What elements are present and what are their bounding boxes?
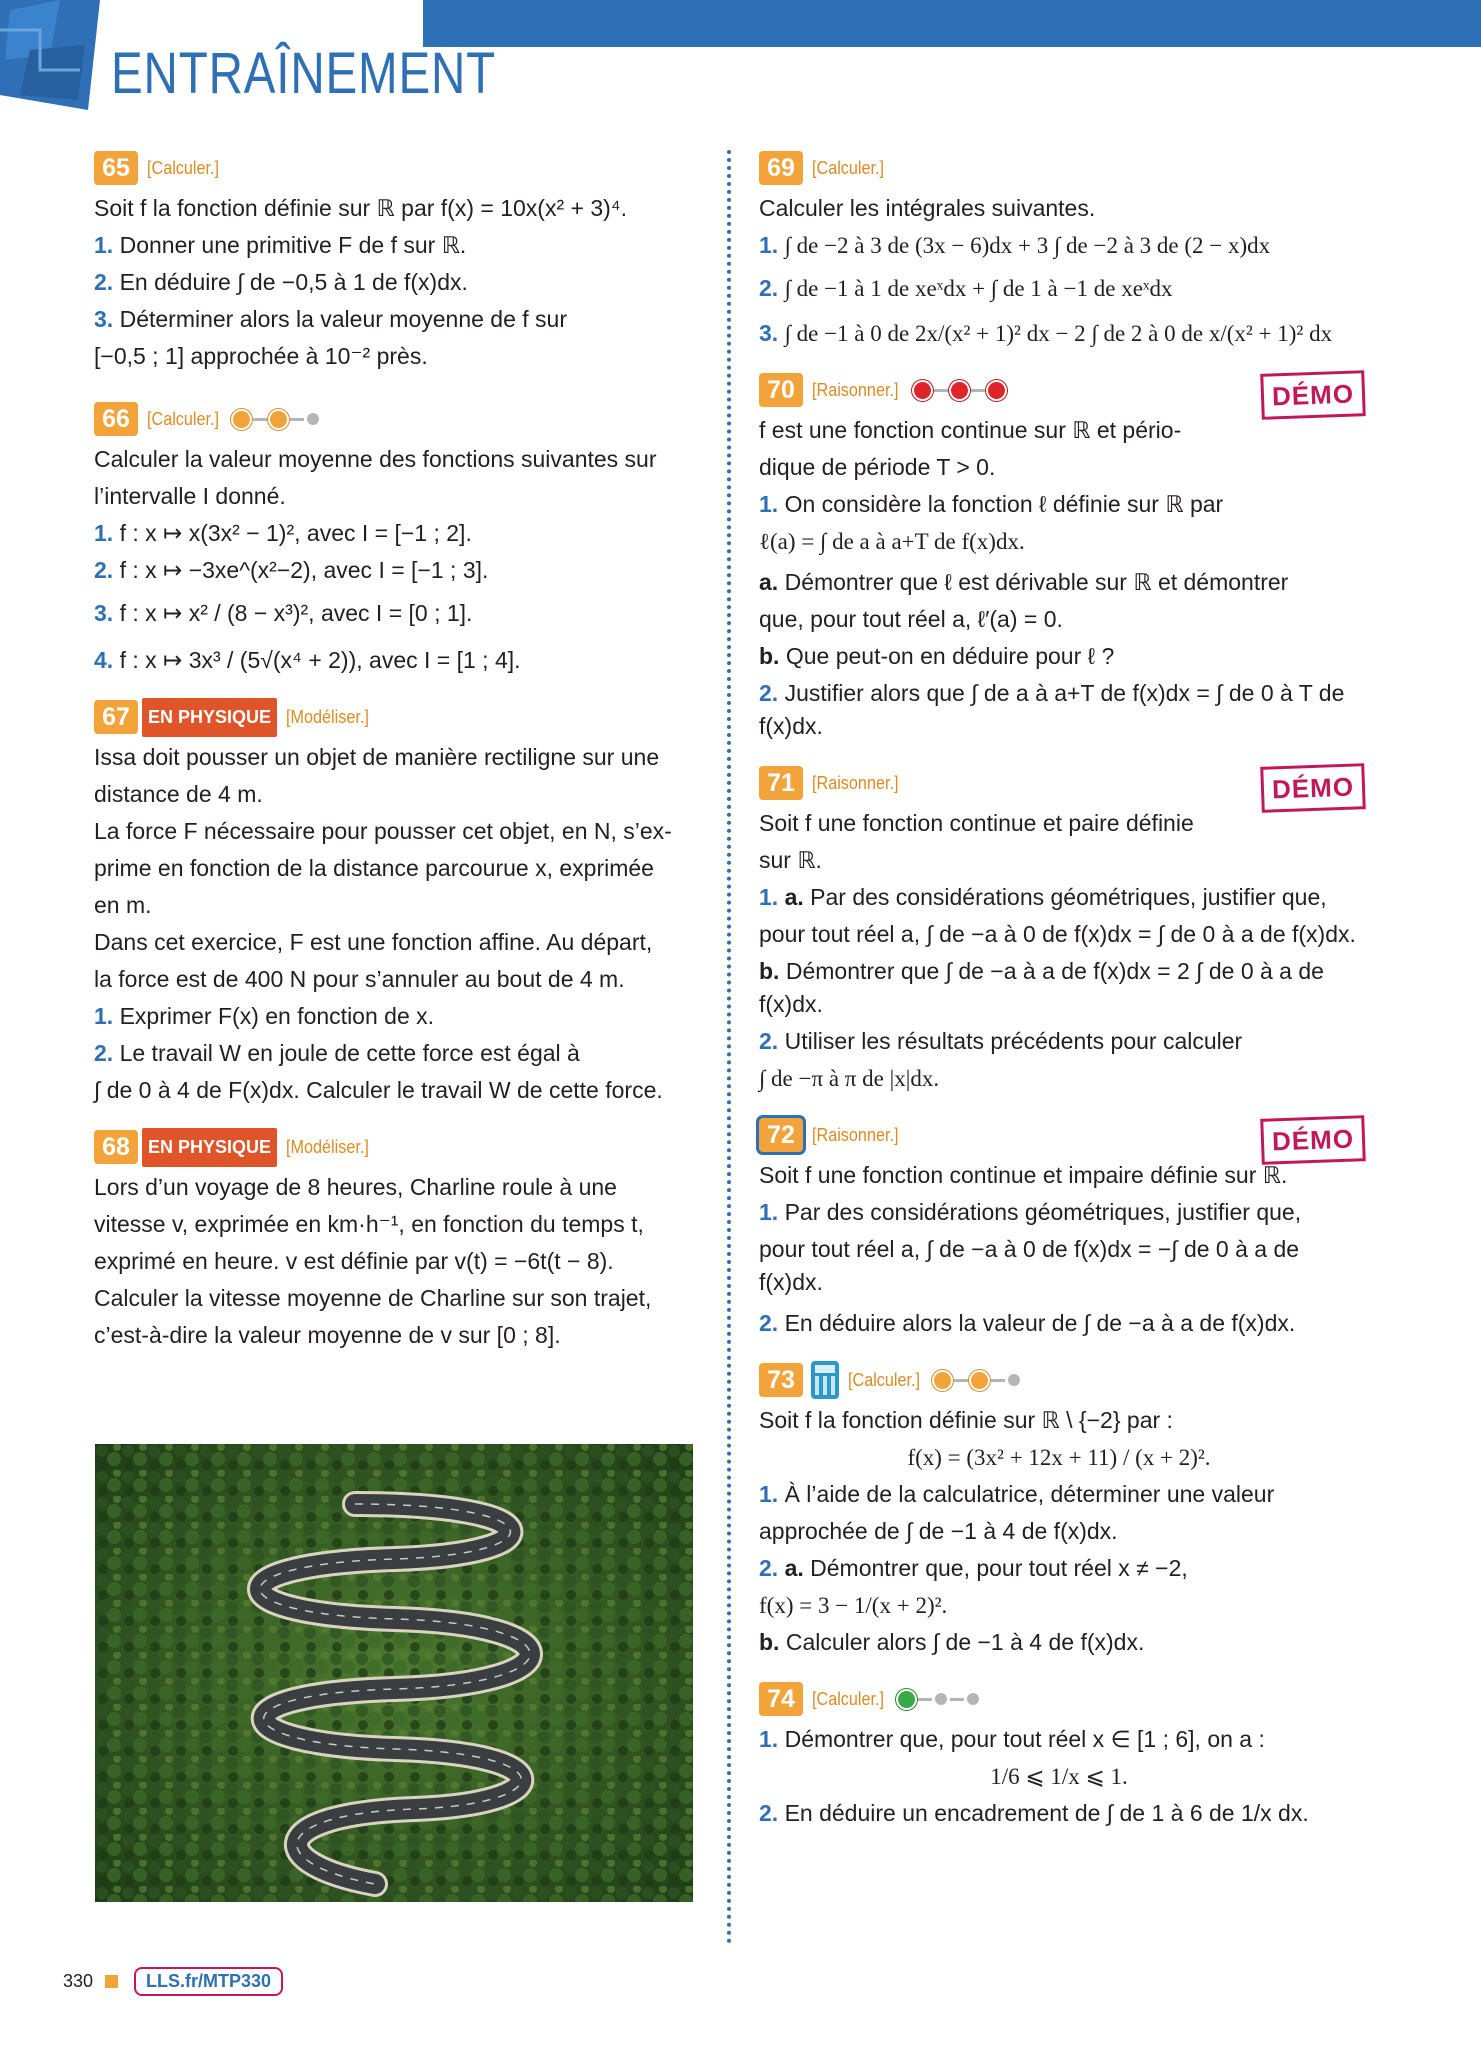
skill-tag: [Raisonner.] bbox=[812, 1124, 899, 1145]
exercise-number: 73 bbox=[759, 1363, 803, 1397]
formula: 1/6 ⩽ 1/x ⩽ 1. bbox=[990, 1764, 1128, 1789]
text-line: sur ℝ. bbox=[759, 847, 822, 873]
statement: Calculer la valeur moyenne des fonctions suivantes sur bbox=[94, 446, 657, 472]
text-line: distance de 4 m. bbox=[94, 781, 263, 807]
header-bar bbox=[423, 0, 1481, 47]
exercise-number: 66 bbox=[94, 402, 138, 436]
skill-tag: [Modéliser.] bbox=[286, 1136, 369, 1157]
exercise-number: 65 bbox=[94, 151, 138, 185]
question-1: 1. À l’aide de la calculatrice, déterminer une valeur bbox=[759, 1481, 1275, 1507]
exercise-number: 74 bbox=[759, 1682, 803, 1716]
exercise-number: 71 bbox=[759, 766, 803, 800]
question-1b: b. Que peut-on en déduire pour ℓ ? bbox=[759, 643, 1115, 669]
difficulty-dot-filled bbox=[270, 411, 287, 428]
difficulty-dot-filled bbox=[898, 1691, 915, 1708]
difficulty-dot-filled bbox=[934, 1372, 951, 1389]
question-2: 2. Utiliser les résultats précédents pour calculer bbox=[759, 1028, 1243, 1054]
skill-tag: [Raisonner.] bbox=[812, 379, 899, 400]
statement-cont: l’intervalle I donné. bbox=[94, 483, 286, 509]
formula: ∫ de −π à π de |x|dx. bbox=[759, 1066, 940, 1091]
text-line: Soit f une fonction continue et impaire définie sur ℝ. bbox=[759, 1162, 1288, 1188]
question-1a: 1. a. Par des considérations géométriques, justifier que, bbox=[759, 884, 1327, 910]
exercise-number: 68 bbox=[94, 1130, 138, 1164]
question-2-cont: ∫ de 0 à 4 de F(x)dx. Calculer le travail W de cette force. bbox=[94, 1077, 663, 1103]
text-line: Issa doit pousser un objet de manière rectiligne sur une bbox=[94, 744, 660, 770]
question-3: 3. f : x ↦ x² / (8 − x³)², avec I = [0 ; 1]. bbox=[94, 600, 473, 626]
difficulty-dot-empty bbox=[1008, 1374, 1020, 1386]
corner-decoration bbox=[0, 0, 100, 110]
question-2: 2. En déduire un encadrement de ∫ de 1 à 6 de 1/x dx. bbox=[759, 1800, 1309, 1826]
text-line: en m. bbox=[94, 892, 152, 918]
question-2: 2. En déduire alors la valeur de ∫ de −a à a de f(x)dx. bbox=[759, 1310, 1296, 1336]
exercise-72 bbox=[759, 1115, 1359, 1340]
question-1: 1. Donner une primitive F de f sur ℝ. bbox=[94, 232, 467, 258]
left-column bbox=[94, 148, 694, 1372]
text-line: Soit f la fonction définie sur ℝ \ {−2} par : bbox=[759, 1407, 1173, 1433]
skill-tag: [Calculer.] bbox=[812, 157, 885, 178]
difficulty-dot-empty bbox=[935, 1693, 947, 1705]
difficulty-dot-filled bbox=[914, 382, 931, 399]
question-1a: a. Démontrer que ℓ est dérivable sur ℝ et démontrer bbox=[759, 569, 1289, 595]
text-line: dique de période T > 0. bbox=[759, 454, 996, 480]
question-4: 4. f : x ↦ 3x³ / (5√(x⁴ + 2)), avec I = [1 ; 4]. bbox=[94, 647, 521, 673]
text-line: prime en fonction de la distance parcourue x, exprimée bbox=[94, 855, 654, 881]
exercise-74 bbox=[759, 1679, 1359, 1830]
question-2b: b. Calculer alors ∫ de −1 à 4 de f(x)dx. bbox=[759, 1629, 1145, 1655]
difficulty-indicator bbox=[934, 1372, 1023, 1389]
calculator-icon bbox=[811, 1361, 839, 1399]
text-line: vitesse v, exprimée en km·h⁻¹, en fonction du temps t, bbox=[94, 1211, 644, 1237]
difficulty-dot-filled bbox=[951, 382, 968, 399]
text-line: exprimé en heure. v est définie par v(t) = −6t(t − 8). bbox=[94, 1248, 614, 1274]
difficulty-dot-empty bbox=[967, 1693, 979, 1705]
question-1: 1. Démontrer que, pour tout réel x ∈ [1 ; 6], on a : bbox=[759, 1726, 1265, 1752]
exercise-number: 69 bbox=[759, 151, 803, 185]
question-2: 2. En déduire ∫ de −0,5 à 1 de f(x)dx. bbox=[94, 269, 468, 295]
text-line: pour tout réel a, ∫ de −a à 0 de f(x)dx = −∫ de 0 à a de f(x)dx. bbox=[759, 1236, 1300, 1295]
physique-badge: EN PHYSIQUE bbox=[142, 698, 277, 737]
question-1: 1. Exprimer F(x) en fonction de x. bbox=[94, 1003, 435, 1029]
question-1: 1. Par des considérations géométriques, justifier que, bbox=[759, 1199, 1302, 1225]
demo-badge: DÉMO bbox=[1260, 763, 1366, 813]
difficulty-indicator bbox=[233, 411, 322, 428]
footer bbox=[63, 1967, 283, 1996]
text-line: Lors d’un voyage de 8 heures, Charline roule à une bbox=[94, 1174, 617, 1200]
text-line: Soit f une fonction continue et paire définie bbox=[759, 810, 1194, 836]
page-number: 330 bbox=[63, 1971, 94, 1991]
right-column bbox=[759, 148, 1359, 1850]
exercise-number: 72 bbox=[759, 1118, 803, 1152]
formula: f(x) = 3 − 1/(x + 2)². bbox=[759, 1593, 948, 1618]
formula: ℓ(a) = ∫ de a à a+T de f(x)dx. bbox=[759, 529, 1025, 554]
text-line: f est une fonction continue sur ℝ et pério- bbox=[759, 417, 1182, 443]
question-2: 2. ∫ de −1 à 1 de xeˣdx + ∫ de 1 à −1 de xeˣdx bbox=[759, 275, 1173, 301]
question-3: 3. Déterminer alors la valeur moyenne de f sur bbox=[94, 306, 567, 332]
exercise-69 bbox=[759, 148, 1359, 350]
difficulty-dot-filled bbox=[233, 411, 250, 428]
text-line: Calculer la vitesse moyenne de Charline sur son trajet, bbox=[94, 1285, 652, 1311]
exercise-71 bbox=[759, 763, 1359, 1095]
difficulty-dot-filled bbox=[971, 1372, 988, 1389]
footer-marker bbox=[105, 1975, 118, 1988]
question-1: 1. ∫ de −2 à 3 de (3x − 6)dx + 3 ∫ de −2 à 3 de (2 − x)dx bbox=[759, 232, 1271, 258]
exercise-number: 70 bbox=[759, 373, 803, 407]
exercise-number: 67 bbox=[94, 700, 138, 734]
difficulty-dot-filled bbox=[988, 382, 1005, 399]
text-line: approchée de ∫ de −1 à 4 de f(x)dx. bbox=[759, 1518, 1118, 1544]
difficulty-indicator bbox=[914, 382, 1008, 399]
column-divider bbox=[727, 150, 731, 1945]
exercise-73 bbox=[759, 1360, 1359, 1659]
demo-badge: DÉMO bbox=[1260, 1115, 1366, 1165]
question-1: 1. f : x ↦ x(3x² − 1)², avec I = [−1 ; 2]. bbox=[94, 520, 472, 546]
resource-link[interactable]: LLS.fr/MTP330 bbox=[134, 1967, 283, 1996]
text-line: Dans cet exercice, F est une fonction affine. Au départ, bbox=[94, 929, 653, 955]
physique-badge: EN PHYSIQUE bbox=[142, 1128, 277, 1167]
text-line: pour tout réel a, ∫ de −a à 0 de f(x)dx = ∫ de 0 à a de f(x)dx. bbox=[759, 921, 1356, 947]
skill-tag: [Modéliser.] bbox=[286, 706, 369, 727]
skill-tag: [Calculer.] bbox=[147, 408, 220, 429]
question-2: 2. Justifier alors que ∫ de a à a+T de f(x)dx = ∫ de 0 à T de f(x)dx. bbox=[759, 680, 1345, 739]
question-3-cont: [−0,5 ; 1] approchée à 10⁻² près. bbox=[94, 343, 428, 369]
text-line: que, pour tout réel a, ℓ′(a) = 0. bbox=[759, 606, 1063, 632]
text-line: La force F nécessaire pour pousser cet objet, en N, s’ex- bbox=[94, 818, 672, 844]
difficulty-indicator bbox=[898, 1691, 982, 1708]
question-1: 1. On considère la fonction ℓ définie sur ℝ par bbox=[759, 491, 1224, 517]
skill-tag: [Calculer.] bbox=[812, 1688, 885, 1709]
winding-road-photo bbox=[95, 1444, 693, 1902]
text-line: la force est de 400 N pour s’annuler au bout de 4 m. bbox=[94, 966, 625, 992]
statement: Calculer les intégrales suivantes. bbox=[759, 195, 1096, 221]
question-3: 3. ∫ de −1 à 0 de 2x/(x² + 1)² dx − 2 ∫ de 2 à 0 de x/(x² + 1)² dx bbox=[759, 320, 1333, 346]
demo-badge: DÉMO bbox=[1260, 370, 1366, 420]
exercise-65 bbox=[94, 148, 694, 373]
skill-tag: [Raisonner.] bbox=[812, 772, 899, 793]
question-2a: 2. a. Démontrer que, pour tout réel x ≠ −2, bbox=[759, 1555, 1188, 1581]
question-2: 2. Le travail W en joule de cette force est égal à bbox=[94, 1040, 580, 1066]
difficulty-dot-empty bbox=[307, 413, 319, 425]
skill-tag: [Calculer.] bbox=[147, 157, 220, 178]
exercise-66 bbox=[94, 399, 694, 677]
exercise-68 bbox=[94, 1127, 694, 1352]
question-1b: b. Démontrer que ∫ de −a à a de f(x)dx = 2 ∫ de 0 à a de f(x)dx. bbox=[759, 958, 1324, 1017]
exercise-70 bbox=[759, 370, 1359, 743]
page-title: ENTRAÎNEMENT bbox=[111, 41, 497, 106]
text-line: c’est-à-dire la valeur moyenne de v sur [0 ; 8]. bbox=[94, 1322, 561, 1348]
question-2: 2. f : x ↦ −3xe^(x²−2), avec I = [−1 ; 3]. bbox=[94, 557, 489, 583]
exercise-67 bbox=[94, 697, 694, 1107]
statement: Soit f la fonction définie sur ℝ par f(x) = 10x(x² + 3)⁴. bbox=[94, 195, 628, 221]
skill-tag: [Calculer.] bbox=[848, 1369, 921, 1390]
formula: f(x) = (3x² + 12x + 11) / (x + 2)². bbox=[907, 1445, 1211, 1470]
